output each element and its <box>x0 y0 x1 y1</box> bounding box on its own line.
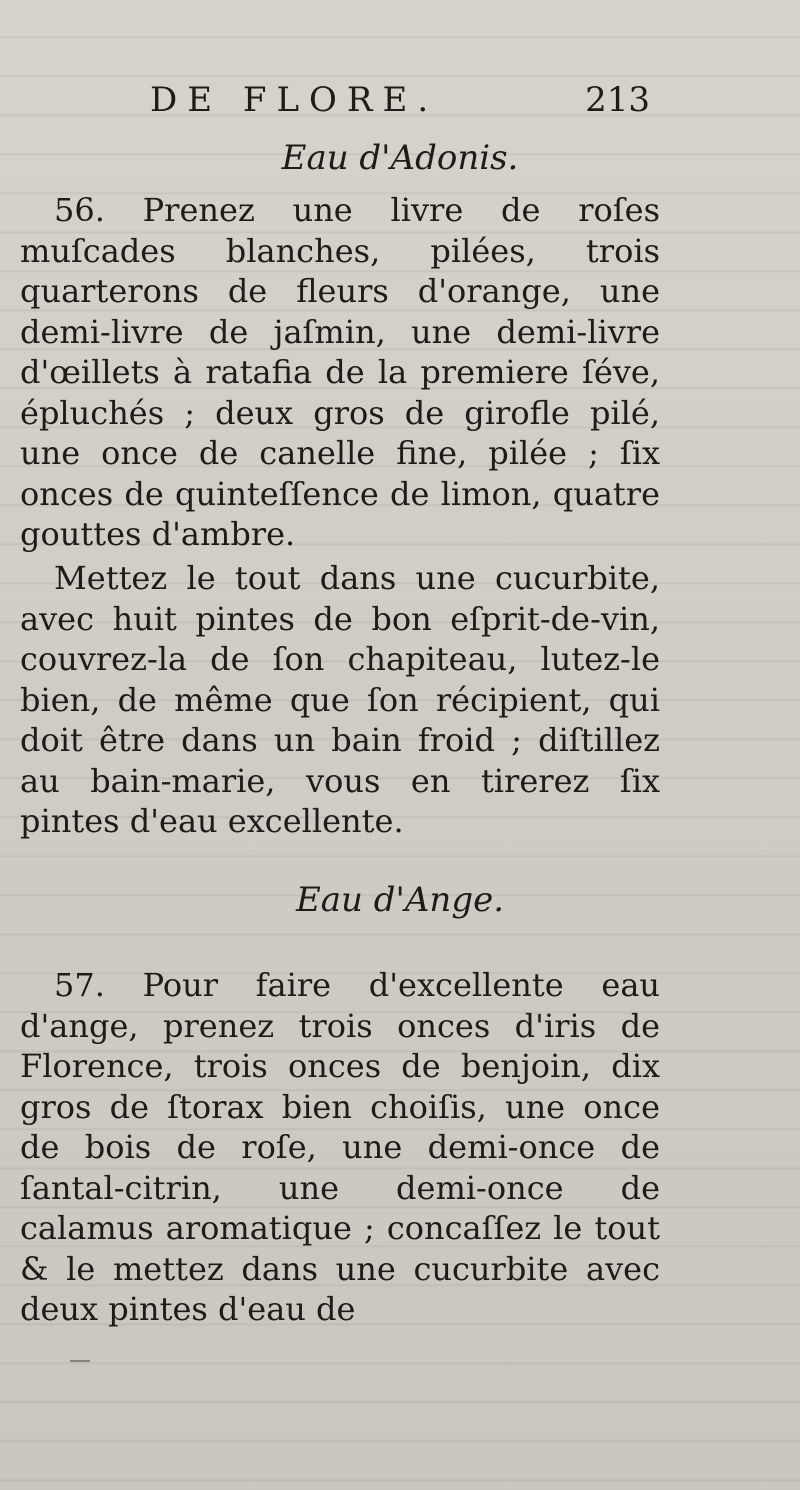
paragraph-text: 57. Pour faire d'excellente eau d'ange, prenez trois onces d'iris de Florence, trois onces de benjoin, dix gros de ſtorax bien choiſis, une once de bois de roſe, une demi-once de ſantal-citrin, une demi-once de calamus aromatique ; concaſſez le tout & le mettez dans une cucurbite avec deux pintes d'eau de <box>20 966 660 1328</box>
section-title-adonis: Eau d'Adonis. <box>281 138 519 178</box>
running-head: DE FLORE. <box>150 80 439 120</box>
section-title-ange: Eau d'Ange. <box>295 880 505 920</box>
paragraph-text: Mettez le tout dans une cucurbite, avec huit pintes de bon eſprit-de-vin, couvrez-la de ſon chapiteau, lutez-le bien, de même que ſon récipient, qui doit être dans un bain froid ; diſtillez au bain-marie, vous en tirerez ſix pintes d'eau excellente. <box>20 559 660 840</box>
paragraph-57 <box>20 965 660 1330</box>
page-number: 213 <box>585 80 650 120</box>
paper-mark <box>70 1360 90 1362</box>
paragraph-56 <box>20 190 660 555</box>
paragraph-56-continued <box>20 558 660 842</box>
paragraph-text: 56. Prenez une livre de roſes muſcades blanches, pilées, trois quarterons de fleurs d'orange, une demi-livre de jaſmin, une demi-livre d'œillets à ratafia de la premiere ſéve, épluchés ; deux gros de girofle pilé, une once de canelle fine, pilée ; ſix onces de quinteſſence de limon, quatre gouttes d'ambre. <box>20 191 660 553</box>
page-header <box>0 80 800 120</box>
